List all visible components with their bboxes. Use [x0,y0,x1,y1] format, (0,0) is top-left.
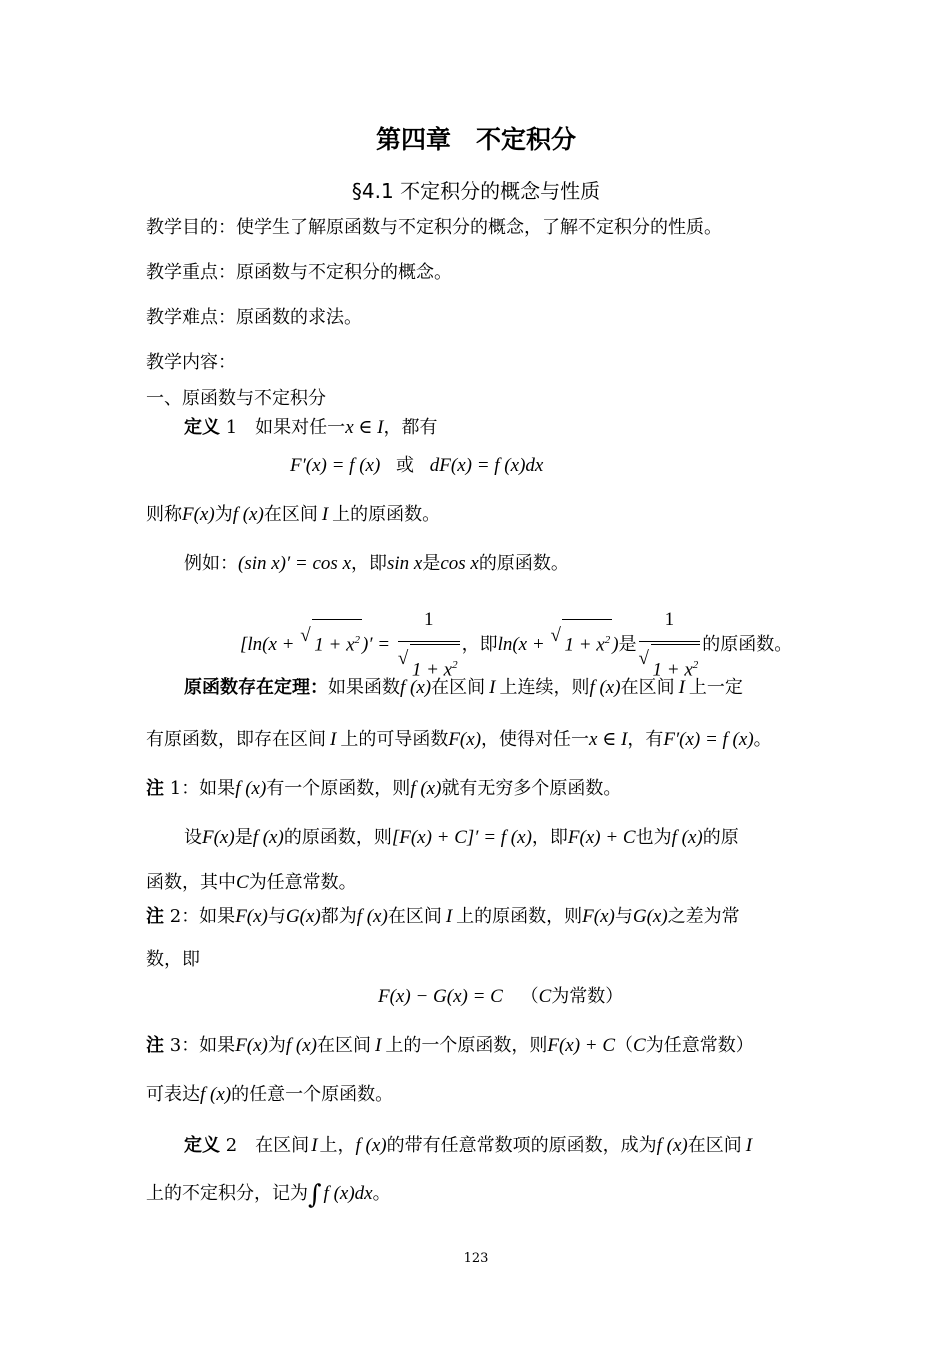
existence-theorem-line2: 有原函数，即存在区间 I 上的可导函数F(x)，使得对任一x ∈ I，有F′(x) = f (x)。 [146,729,772,750]
example-1: 例如：(sin x)′ = cos x，即sin x是cos x的原函数。 [184,553,569,574]
teaching-purpose: 教学目的：使学生了解原函数与不定积分的概念，了解不定积分的性质。 [146,217,722,238]
teaching-content-label: 教学内容： [146,352,236,373]
note-3: 注 3：如果F(x)为f (x)在区间 I 上的一个原函数，则F(x) + C（C为任意常数） [146,1035,754,1056]
teaching-key-point: 教学重点：原函数与不定积分的概念。 [146,262,452,283]
fraction-2: 1 √ $1 + x^2$ [639,600,701,690]
definition-1: 定义 1 如果对任一x ∈ I，都有 [184,417,438,438]
definition-1-conclusion: 则称F(x)为f (x)在区间 I 上的原函数。 [146,504,441,525]
teaching-difficulty: 教学难点：原函数的求法。 [146,307,362,328]
note-1-label: 注 [146,778,164,799]
sqrt-expression: √ $1 + x^2$ [300,619,362,665]
note-2-label: 注 [146,906,164,927]
section-title: §4.1 不定积分的概念与性质 [351,179,601,203]
note-3-line2: 可表达f (x)的任意一个原函数。 [146,1084,394,1105]
existence-theorem: 原函数存在定理：如果函数f (x)在区间 I 上连续，则f (x)在区间 I 上一定 [184,677,743,698]
note-2-line2: 数，即 [146,949,200,970]
example-2: [ln(x + √ $1 + x^2$ )′ = 1 √ $1 + x^2$ ，即ln(x + √ $1 + x^2$ )是 1 √ $1 + x^2$ 的原函数。 [240,600,792,690]
note-1-proof-line2: 函数，其中C为任意常数。 [146,872,357,893]
fraction-1: 1 √ $1 + x^2$ [398,600,460,690]
definition-2: 定义 2 在区间 I 上，f (x)的带有任意常数项的原函数，成为f (x)在区间 I [184,1135,753,1156]
page-number: 123 [463,1251,489,1266]
theorem-label: 原函数存在定理： [184,677,328,698]
note-3-label: 注 [146,1035,164,1056]
integral-sign: ∫ [308,1180,322,1210]
note-2: 注 2：如果F(x)与G(x)都为f (x)在区间 I 上的原函数，则F(x)与G(x)之差为常 [146,906,740,927]
definition-1-label: 定义 [184,417,220,438]
note-1-proof: 设F(x)是f (x)的原函数，则[F(x) + C]′ = f (x)，即F(x) + C也为f (x)的原 [184,827,739,848]
chapter-title: 第四章 不定积分 [375,125,576,154]
note-2-formula: F(x) − G(x) = C （C为常数） [378,986,624,1007]
note-1: 注 1：如果f (x)有一个原函数，则f (x)就有无穷多个原函数。 [146,778,622,799]
definition-2-line2: 上的不定积分，记为∫ f (x)dx。 [146,1180,391,1210]
definition-1-formula: F′(x) = f (x) 或 dF(x) = f (x)dx [290,455,544,476]
part1-heading: 一、原函数与不定积分 [146,388,326,409]
definition-2-label: 定义 [184,1135,220,1156]
